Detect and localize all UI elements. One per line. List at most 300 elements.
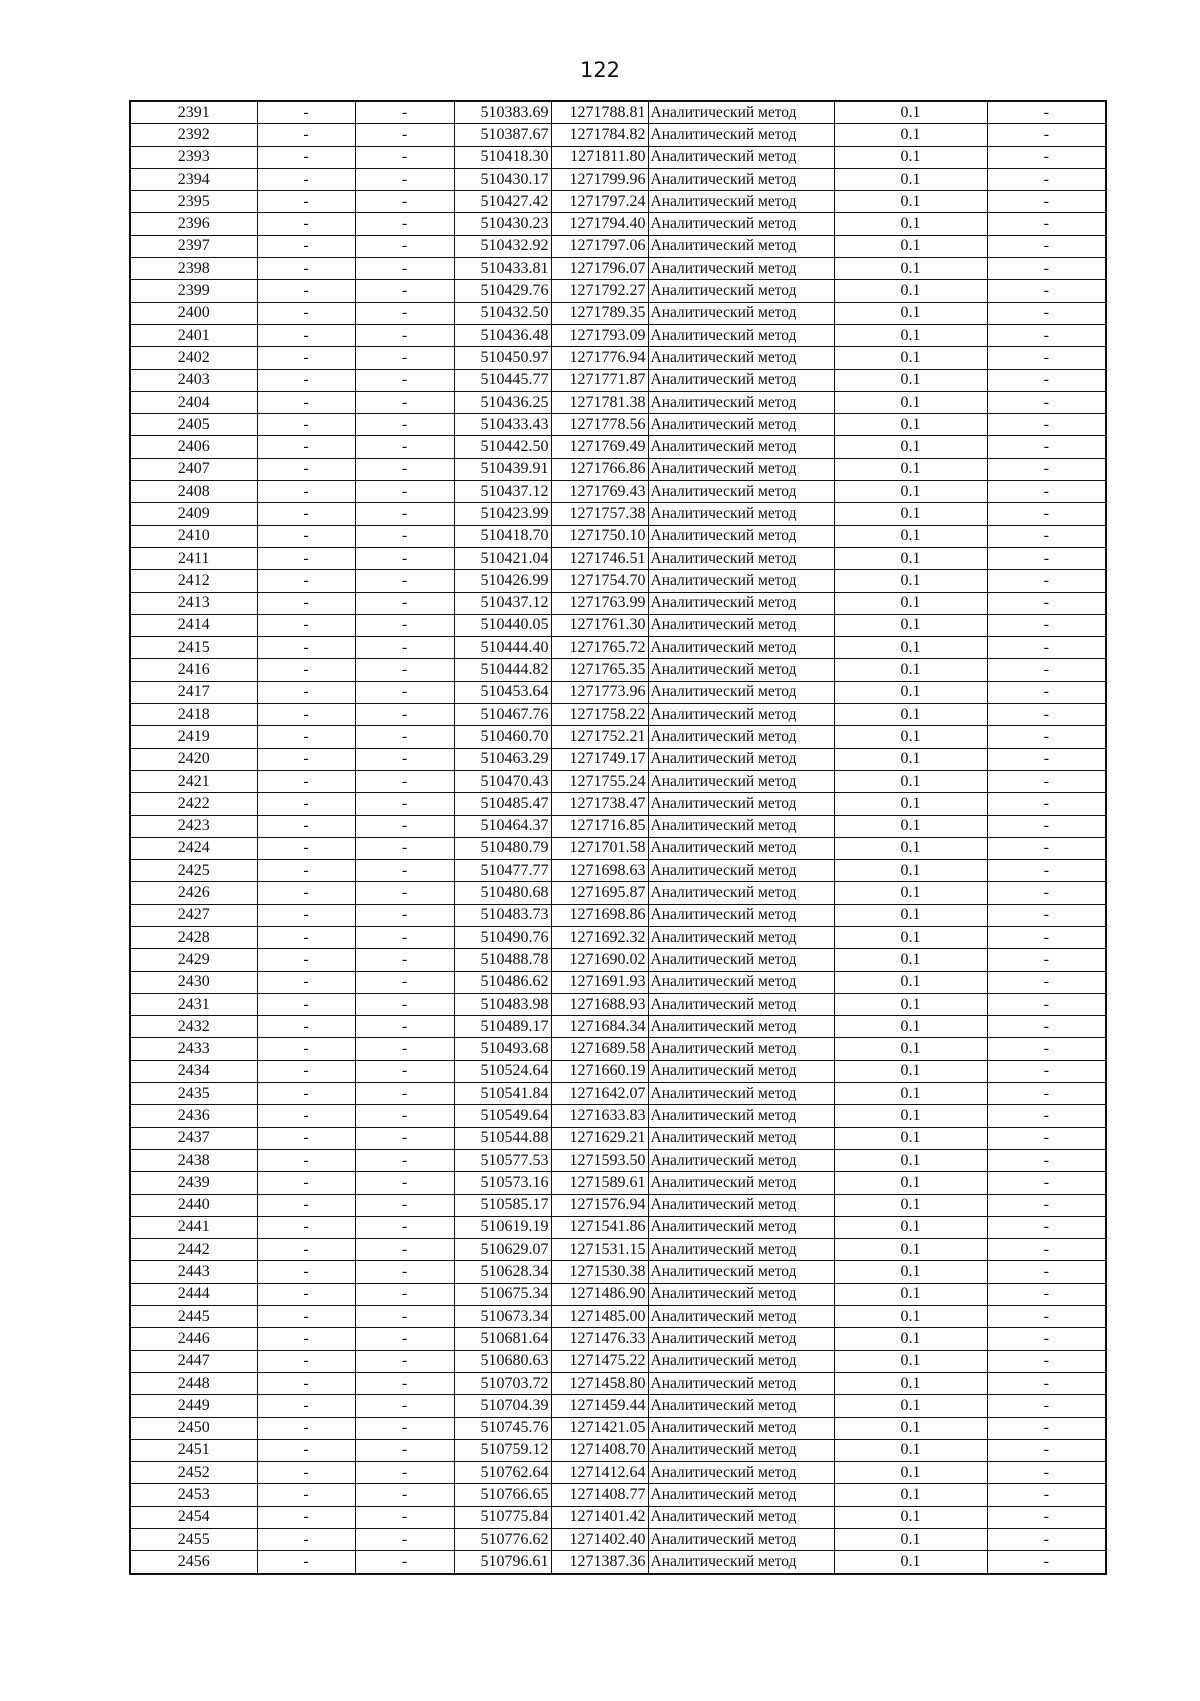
x-coordinate-cell: 510387.67	[454, 124, 551, 146]
y-coordinate-cell: 1271773.96	[551, 681, 648, 703]
method-cell: Аналитический метод	[648, 1172, 834, 1194]
point-number-cell: 2398	[130, 258, 257, 280]
method-cell: Аналитический метод	[648, 146, 834, 168]
dash-cell-2: -	[355, 101, 454, 124]
dash-cell-2: -	[355, 1194, 454, 1216]
x-coordinate-cell: 510483.73	[454, 904, 551, 926]
y-coordinate-cell: 1271784.82	[551, 124, 648, 146]
dash-cell-2: -	[355, 1484, 454, 1506]
table-row	[130, 547, 1106, 569]
table-row	[130, 1417, 1106, 1439]
dash-cell-3: -	[987, 1239, 1106, 1261]
accuracy-cell: 0.1	[834, 815, 987, 837]
dash-cell-3: -	[987, 793, 1106, 815]
point-number-cell: 2403	[130, 369, 257, 391]
y-coordinate-cell: 1271788.81	[551, 101, 648, 124]
method-cell: Аналитический метод	[648, 1328, 834, 1350]
method-cell: Аналитический метод	[648, 926, 834, 948]
y-coordinate-cell: 1271660.19	[551, 1060, 648, 1082]
dash-cell-2: -	[355, 1016, 454, 1038]
dash-cell-3: -	[987, 235, 1106, 257]
method-cell: Аналитический метод	[648, 592, 834, 614]
dash-cell-1: -	[257, 436, 355, 458]
method-cell: Аналитический метод	[648, 1484, 834, 1506]
dash-cell-3: -	[987, 1417, 1106, 1439]
dash-cell-3: -	[987, 971, 1106, 993]
point-number-cell: 2392	[130, 124, 257, 146]
accuracy-cell: 0.1	[834, 391, 987, 413]
dash-cell-2: -	[355, 770, 454, 792]
method-cell: Аналитический метод	[648, 1194, 834, 1216]
y-coordinate-cell: 1271408.77	[551, 1484, 648, 1506]
dash-cell-3: -	[987, 213, 1106, 235]
dash-cell-1: -	[257, 1551, 355, 1574]
y-coordinate-cell: 1271689.58	[551, 1038, 648, 1060]
table-row	[130, 503, 1106, 525]
y-coordinate-cell: 1271765.72	[551, 637, 648, 659]
x-coordinate-cell: 510483.98	[454, 993, 551, 1015]
dash-cell-1: -	[257, 347, 355, 369]
method-cell: Аналитический метод	[648, 391, 834, 413]
y-coordinate-cell: 1271792.27	[551, 280, 648, 302]
accuracy-cell: 0.1	[834, 770, 987, 792]
dash-cell-1: -	[257, 503, 355, 525]
dash-cell-3: -	[987, 347, 1106, 369]
y-coordinate-cell: 1271761.30	[551, 614, 648, 636]
method-cell: Аналитический метод	[648, 1350, 834, 1372]
dash-cell-1: -	[257, 191, 355, 213]
dash-cell-2: -	[355, 1328, 454, 1350]
method-cell: Аналитический метод	[648, 704, 834, 726]
point-number-cell: 2414	[130, 614, 257, 636]
point-number-cell: 2448	[130, 1372, 257, 1394]
method-cell: Аналитический метод	[648, 1083, 834, 1105]
accuracy-cell: 0.1	[834, 101, 987, 124]
table-row	[130, 1439, 1106, 1461]
x-coordinate-cell: 510433.81	[454, 258, 551, 280]
dash-cell-3: -	[987, 659, 1106, 681]
table-row	[130, 1239, 1106, 1261]
x-coordinate-cell: 510430.17	[454, 168, 551, 190]
y-coordinate-cell: 1271421.05	[551, 1417, 648, 1439]
table-row	[130, 793, 1106, 815]
point-number-cell: 2393	[130, 146, 257, 168]
accuracy-cell: 0.1	[834, 1016, 987, 1038]
point-number-cell: 2456	[130, 1551, 257, 1574]
point-number-cell: 2409	[130, 503, 257, 525]
table-row	[130, 1083, 1106, 1105]
point-number-cell: 2444	[130, 1283, 257, 1305]
accuracy-cell: 0.1	[834, 837, 987, 859]
dash-cell-2: -	[355, 481, 454, 503]
y-coordinate-cell: 1271794.40	[551, 213, 648, 235]
dash-cell-2: -	[355, 1216, 454, 1238]
dash-cell-1: -	[257, 1372, 355, 1394]
x-coordinate-cell: 510776.62	[454, 1529, 551, 1551]
dash-cell-2: -	[355, 1127, 454, 1149]
dash-cell-1: -	[257, 280, 355, 302]
y-coordinate-cell: 1271408.70	[551, 1439, 648, 1461]
x-coordinate-cell: 510673.34	[454, 1306, 551, 1328]
dash-cell-1: -	[257, 1439, 355, 1461]
dash-cell-1: -	[257, 637, 355, 659]
dash-cell-2: -	[355, 503, 454, 525]
method-cell: Аналитический метод	[648, 1105, 834, 1127]
dash-cell-3: -	[987, 525, 1106, 547]
dash-cell-3: -	[987, 1194, 1106, 1216]
y-coordinate-cell: 1271695.87	[551, 882, 648, 904]
y-coordinate-cell: 1271769.43	[551, 481, 648, 503]
y-coordinate-cell: 1271629.21	[551, 1127, 648, 1149]
dash-cell-2: -	[355, 1060, 454, 1082]
dash-cell-1: -	[257, 904, 355, 926]
x-coordinate-cell: 510704.39	[454, 1395, 551, 1417]
point-number-cell: 2402	[130, 347, 257, 369]
accuracy-cell: 0.1	[834, 748, 987, 770]
method-cell: Аналитический метод	[648, 1439, 834, 1461]
table-row	[130, 1484, 1106, 1506]
dash-cell-1: -	[257, 168, 355, 190]
x-coordinate-cell: 510488.78	[454, 949, 551, 971]
x-coordinate-cell: 510577.53	[454, 1149, 551, 1171]
x-coordinate-cell: 510450.97	[454, 347, 551, 369]
point-number-cell: 2452	[130, 1462, 257, 1484]
table-row	[130, 1350, 1106, 1372]
point-number-cell: 2417	[130, 681, 257, 703]
x-coordinate-cell: 510544.88	[454, 1127, 551, 1149]
dash-cell-2: -	[355, 904, 454, 926]
dash-cell-3: -	[987, 503, 1106, 525]
point-number-cell: 2426	[130, 882, 257, 904]
accuracy-cell: 0.1	[834, 1484, 987, 1506]
dash-cell-1: -	[257, 1172, 355, 1194]
accuracy-cell: 0.1	[834, 414, 987, 436]
dash-cell-1: -	[257, 324, 355, 346]
dash-cell-3: -	[987, 1350, 1106, 1372]
x-coordinate-cell: 510463.29	[454, 748, 551, 770]
accuracy-cell: 0.1	[834, 681, 987, 703]
table-row	[130, 949, 1106, 971]
dash-cell-3: -	[987, 191, 1106, 213]
accuracy-cell: 0.1	[834, 1149, 987, 1171]
accuracy-cell: 0.1	[834, 1306, 987, 1328]
method-cell: Аналитический метод	[648, 1395, 834, 1417]
table-row	[130, 1261, 1106, 1283]
x-coordinate-cell: 510440.05	[454, 614, 551, 636]
dash-cell-2: -	[355, 726, 454, 748]
table-row	[130, 993, 1106, 1015]
dash-cell-3: -	[987, 1551, 1106, 1574]
method-cell: Аналитический метод	[648, 570, 834, 592]
method-cell: Аналитический метод	[648, 347, 834, 369]
dash-cell-2: -	[355, 124, 454, 146]
dash-cell-2: -	[355, 1283, 454, 1305]
dash-cell-2: -	[355, 704, 454, 726]
dash-cell-3: -	[987, 146, 1106, 168]
dash-cell-3: -	[987, 860, 1106, 882]
table-row	[130, 860, 1106, 882]
method-cell: Аналитический метод	[648, 1060, 834, 1082]
dash-cell-3: -	[987, 1060, 1106, 1082]
method-cell: Аналитический метод	[648, 1551, 834, 1574]
y-coordinate-cell: 1271738.47	[551, 793, 648, 815]
y-coordinate-cell: 1271633.83	[551, 1105, 648, 1127]
dash-cell-1: -	[257, 1083, 355, 1105]
point-number-cell: 2416	[130, 659, 257, 681]
point-number-cell: 2391	[130, 101, 257, 124]
x-coordinate-cell: 510426.99	[454, 570, 551, 592]
point-number-cell: 2418	[130, 704, 257, 726]
accuracy-cell: 0.1	[834, 726, 987, 748]
y-coordinate-cell: 1271593.50	[551, 1149, 648, 1171]
dash-cell-1: -	[257, 1127, 355, 1149]
dash-cell-2: -	[355, 793, 454, 815]
method-cell: Аналитический метод	[648, 191, 834, 213]
point-number-cell: 2427	[130, 904, 257, 926]
y-coordinate-cell: 1271758.22	[551, 704, 648, 726]
dash-cell-3: -	[987, 614, 1106, 636]
table-body	[130, 101, 1106, 1574]
dash-cell-3: -	[987, 1372, 1106, 1394]
method-cell: Аналитический метод	[648, 1038, 834, 1060]
dash-cell-1: -	[257, 414, 355, 436]
accuracy-cell: 0.1	[834, 1083, 987, 1105]
dash-cell-3: -	[987, 1462, 1106, 1484]
page-number: 122	[579, 58, 621, 82]
method-cell: Аналитический метод	[648, 101, 834, 124]
point-number-cell: 2437	[130, 1127, 257, 1149]
y-coordinate-cell: 1271797.06	[551, 235, 648, 257]
x-coordinate-cell: 510759.12	[454, 1439, 551, 1461]
dash-cell-1: -	[257, 124, 355, 146]
dash-cell-3: -	[987, 481, 1106, 503]
y-coordinate-cell: 1271541.86	[551, 1216, 648, 1238]
dash-cell-2: -	[355, 146, 454, 168]
dash-cell-3: -	[987, 280, 1106, 302]
accuracy-cell: 0.1	[834, 458, 987, 480]
y-coordinate-cell: 1271752.21	[551, 726, 648, 748]
method-cell: Аналитический метод	[648, 1016, 834, 1038]
accuracy-cell: 0.1	[834, 235, 987, 257]
dash-cell-2: -	[355, 860, 454, 882]
accuracy-cell: 0.1	[834, 258, 987, 280]
table-row	[130, 280, 1106, 302]
dash-cell-2: -	[355, 1172, 454, 1194]
dash-cell-1: -	[257, 369, 355, 391]
accuracy-cell: 0.1	[834, 436, 987, 458]
x-coordinate-cell: 510437.12	[454, 481, 551, 503]
y-coordinate-cell: 1271589.61	[551, 1172, 648, 1194]
accuracy-cell: 0.1	[834, 481, 987, 503]
x-coordinate-cell: 510573.16	[454, 1172, 551, 1194]
x-coordinate-cell: 510796.61	[454, 1551, 551, 1574]
point-number-cell: 2455	[130, 1529, 257, 1551]
dash-cell-3: -	[987, 1216, 1106, 1238]
dash-cell-1: -	[257, 547, 355, 569]
dash-cell-1: -	[257, 1506, 355, 1528]
dash-cell-2: -	[355, 324, 454, 346]
dash-cell-2: -	[355, 681, 454, 703]
point-number-cell: 2399	[130, 280, 257, 302]
method-cell: Аналитический метод	[648, 748, 834, 770]
x-coordinate-cell: 510490.76	[454, 926, 551, 948]
y-coordinate-cell: 1271778.56	[551, 414, 648, 436]
dash-cell-1: -	[257, 458, 355, 480]
dash-cell-2: -	[355, 191, 454, 213]
dash-cell-1: -	[257, 213, 355, 235]
y-coordinate-cell: 1271692.32	[551, 926, 648, 948]
accuracy-cell: 0.1	[834, 191, 987, 213]
x-coordinate-cell: 510486.62	[454, 971, 551, 993]
y-coordinate-cell: 1271776.94	[551, 347, 648, 369]
y-coordinate-cell: 1271766.86	[551, 458, 648, 480]
dash-cell-3: -	[987, 1172, 1106, 1194]
dash-cell-2: -	[355, 1439, 454, 1461]
method-cell: Аналитический метод	[648, 904, 834, 926]
point-number-cell: 2424	[130, 837, 257, 859]
method-cell: Аналитический метод	[648, 547, 834, 569]
dash-cell-1: -	[257, 748, 355, 770]
dash-cell-3: -	[987, 1306, 1106, 1328]
dash-cell-1: -	[257, 258, 355, 280]
accuracy-cell: 0.1	[834, 793, 987, 815]
method-cell: Аналитический метод	[648, 481, 834, 503]
dash-cell-2: -	[355, 414, 454, 436]
y-coordinate-cell: 1271701.58	[551, 837, 648, 859]
table-row	[130, 1506, 1106, 1528]
x-coordinate-cell: 510418.70	[454, 525, 551, 547]
x-coordinate-cell: 510383.69	[454, 101, 551, 124]
x-coordinate-cell: 510524.64	[454, 1060, 551, 1082]
y-coordinate-cell: 1271475.22	[551, 1350, 648, 1372]
point-number-cell: 2422	[130, 793, 257, 815]
table-row	[130, 414, 1106, 436]
y-coordinate-cell: 1271576.94	[551, 1194, 648, 1216]
dash-cell-1: -	[257, 1484, 355, 1506]
table-row	[130, 302, 1106, 324]
y-coordinate-cell: 1271402.40	[551, 1529, 648, 1551]
y-coordinate-cell: 1271811.80	[551, 146, 648, 168]
point-number-cell: 2447	[130, 1350, 257, 1372]
dash-cell-3: -	[987, 1105, 1106, 1127]
dash-cell-3: -	[987, 1395, 1106, 1417]
dash-cell-3: -	[987, 391, 1106, 413]
dash-cell-2: -	[355, 347, 454, 369]
dash-cell-3: -	[987, 547, 1106, 569]
dash-cell-2: -	[355, 547, 454, 569]
method-cell: Аналитический метод	[648, 414, 834, 436]
accuracy-cell: 0.1	[834, 1239, 987, 1261]
accuracy-cell: 0.1	[834, 213, 987, 235]
y-coordinate-cell: 1271750.10	[551, 525, 648, 547]
table-row	[130, 191, 1106, 213]
dash-cell-2: -	[355, 1395, 454, 1417]
table-row	[130, 1149, 1106, 1171]
accuracy-cell: 0.1	[834, 503, 987, 525]
dash-cell-1: -	[257, 302, 355, 324]
dash-cell-2: -	[355, 1149, 454, 1171]
method-cell: Аналитический метод	[648, 1529, 834, 1551]
table-row	[130, 324, 1106, 346]
coordinates-table	[129, 100, 1107, 1575]
dash-cell-3: -	[987, 704, 1106, 726]
table-row	[130, 146, 1106, 168]
y-coordinate-cell: 1271716.85	[551, 815, 648, 837]
dash-cell-1: -	[257, 235, 355, 257]
y-coordinate-cell: 1271486.90	[551, 1283, 648, 1305]
x-coordinate-cell: 510432.50	[454, 302, 551, 324]
accuracy-cell: 0.1	[834, 1105, 987, 1127]
dash-cell-1: -	[257, 837, 355, 859]
dash-cell-3: -	[987, 1038, 1106, 1060]
y-coordinate-cell: 1271755.24	[551, 770, 648, 792]
dash-cell-2: -	[355, 971, 454, 993]
table-row	[130, 726, 1106, 748]
dash-cell-3: -	[987, 1261, 1106, 1283]
x-coordinate-cell: 510421.04	[454, 547, 551, 569]
table-row	[130, 1216, 1106, 1238]
table-row	[130, 1551, 1106, 1574]
method-cell: Аналитический метод	[648, 860, 834, 882]
dash-cell-1: -	[257, 1149, 355, 1171]
dash-cell-3: -	[987, 414, 1106, 436]
dash-cell-3: -	[987, 570, 1106, 592]
point-number-cell: 2449	[130, 1395, 257, 1417]
dash-cell-1: -	[257, 1306, 355, 1328]
table-row	[130, 637, 1106, 659]
table-row	[130, 391, 1106, 413]
accuracy-cell: 0.1	[834, 1372, 987, 1394]
table-row	[130, 1105, 1106, 1127]
dash-cell-3: -	[987, 1283, 1106, 1305]
dash-cell-1: -	[257, 1105, 355, 1127]
dash-cell-1: -	[257, 391, 355, 413]
point-number-cell: 2435	[130, 1083, 257, 1105]
dash-cell-1: -	[257, 1529, 355, 1551]
method-cell: Аналитический метод	[648, 1506, 834, 1528]
x-coordinate-cell: 510485.47	[454, 793, 551, 815]
x-coordinate-cell: 510480.79	[454, 837, 551, 859]
x-coordinate-cell: 510629.07	[454, 1239, 551, 1261]
x-coordinate-cell: 510418.30	[454, 146, 551, 168]
point-number-cell: 2428	[130, 926, 257, 948]
method-cell: Аналитический метод	[648, 324, 834, 346]
x-coordinate-cell: 510549.64	[454, 1105, 551, 1127]
dash-cell-2: -	[355, 525, 454, 547]
x-coordinate-cell: 510427.42	[454, 191, 551, 213]
y-coordinate-cell: 1271401.42	[551, 1506, 648, 1528]
point-number-cell: 2397	[130, 235, 257, 257]
table-row	[130, 168, 1106, 190]
table-row	[130, 101, 1106, 124]
x-coordinate-cell: 510680.63	[454, 1350, 551, 1372]
y-coordinate-cell: 1271476.33	[551, 1328, 648, 1350]
table-row	[130, 904, 1106, 926]
dash-cell-1: -	[257, 1417, 355, 1439]
dash-cell-2: -	[355, 949, 454, 971]
dash-cell-2: -	[355, 436, 454, 458]
method-cell: Аналитический метод	[648, 235, 834, 257]
x-coordinate-cell: 510480.68	[454, 882, 551, 904]
y-coordinate-cell: 1271754.70	[551, 570, 648, 592]
x-coordinate-cell: 510429.76	[454, 280, 551, 302]
point-number-cell: 2401	[130, 324, 257, 346]
dash-cell-2: -	[355, 926, 454, 948]
accuracy-cell: 0.1	[834, 614, 987, 636]
accuracy-cell: 0.1	[834, 904, 987, 926]
point-number-cell: 2438	[130, 1149, 257, 1171]
table-row	[130, 124, 1106, 146]
